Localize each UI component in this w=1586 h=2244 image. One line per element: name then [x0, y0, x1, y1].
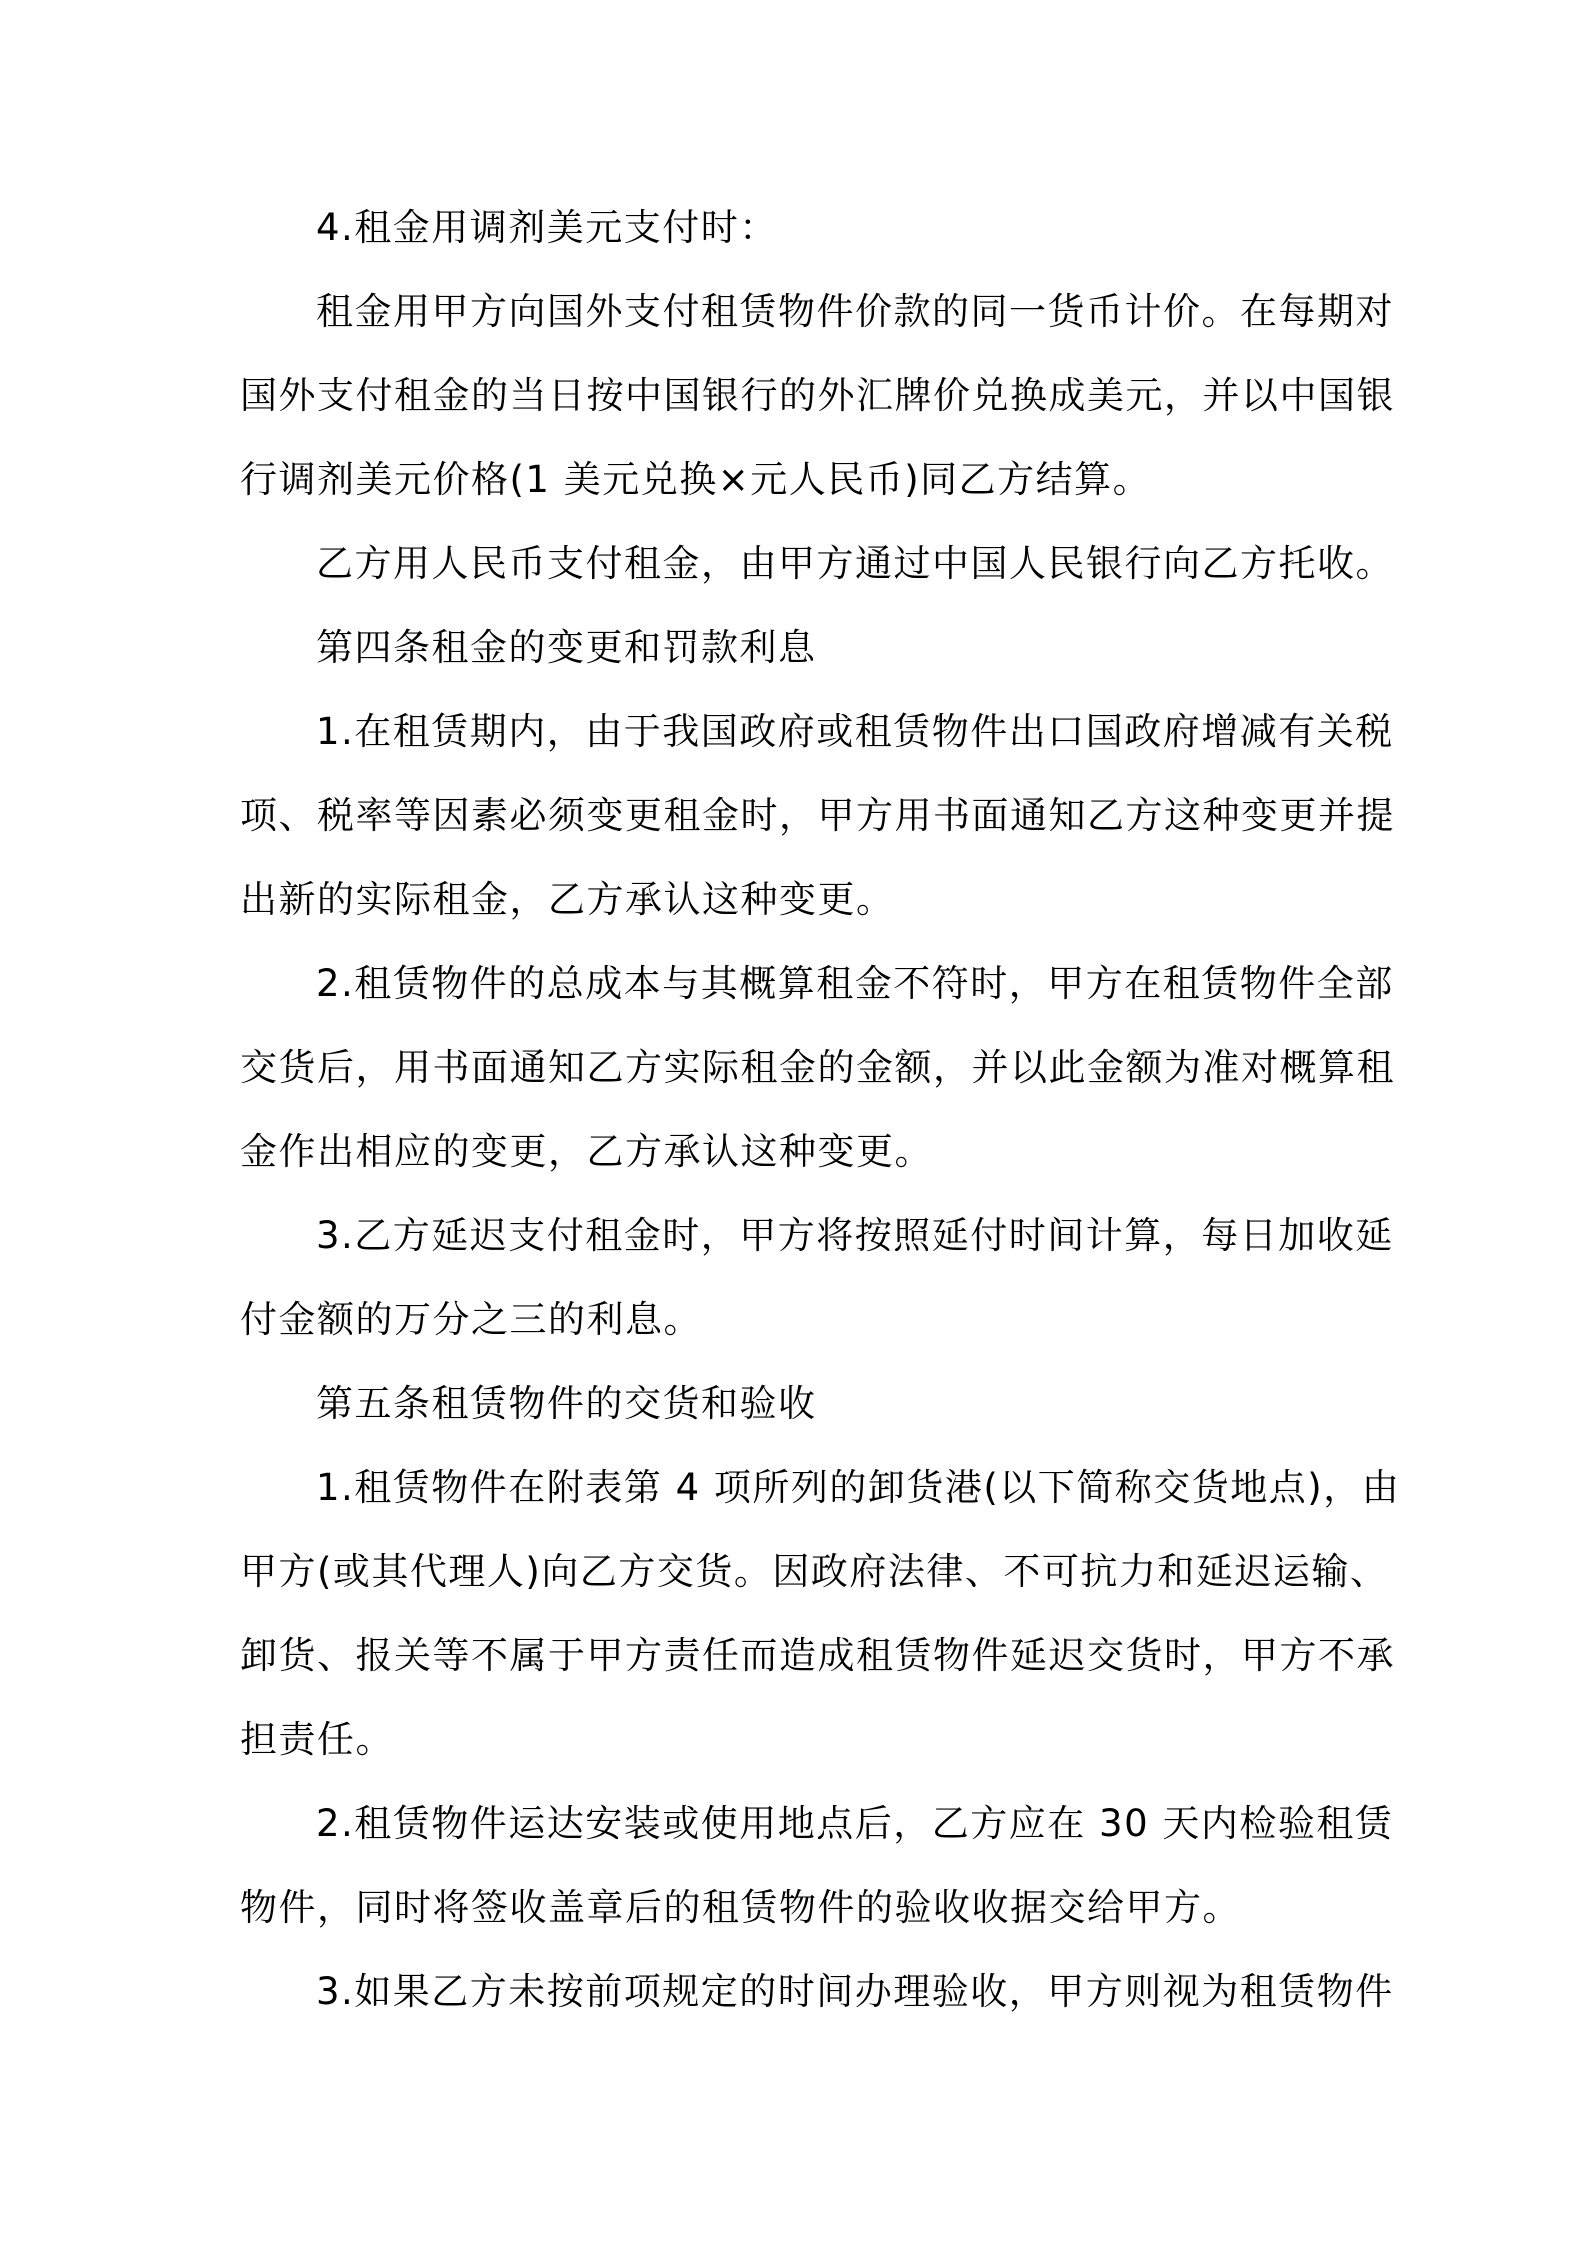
clause-text-line: 交货后，用书面通知乙方实际租金的金额，并以此金额为准对概算租 [240, 1046, 1395, 1089]
clause-text-line: 4.租金用调剂美元支付时： [316, 206, 778, 249]
section-heading: 第四条租金的变更和罚款利息 [316, 626, 817, 669]
clause-text-line: 3.乙方延迟支付租金时，甲方将按照延付时间计算，每日加收延 [316, 1214, 1394, 1257]
section-heading: 第五条租赁物件的交货和验收 [316, 1382, 817, 1425]
clause-text-line: 出新的实际租金，乙方承认这种变更。 [240, 878, 895, 921]
clause-text-line: 卸货、报关等不属于甲方责任而造成租赁物件延迟交货时，甲方不承 [240, 1634, 1395, 1677]
clause-text-line: 租金用甲方向国外支付租赁物件价款的同一货币计价。在每期对 [316, 290, 1394, 333]
clause-text-line: 金作出相应的变更，乙方承认这种变更。 [240, 1130, 933, 1173]
clause-text-line: 2.租赁物件的总成本与其概算租金不符时，甲方在租赁物件全部 [316, 962, 1394, 1005]
clause-text-line: 2.租赁物件运达安装或使用地点后，乙方应在 30 天内检验租赁 [316, 1802, 1394, 1845]
clause-text-line: 乙方用人民币支付租金，由甲方通过中国人民银行向乙方托收。 [316, 542, 1394, 585]
clause-text-line: 甲方(或其代理人)向乙方交货。因政府法律、不可抗力和延迟运输、 [240, 1550, 1389, 1593]
clause-text-line: 1.租赁物件在附表第 4 项所列的卸货港(以下简称交货地点)，由 [316, 1466, 1401, 1509]
clause-text-line: 1.在租赁期内，由于我国政府或租赁物件出口国政府增减有关税 [316, 710, 1394, 753]
clause-text-line: 付金额的万分之三的利息。 [240, 1298, 702, 1341]
clause-text-line: 担责任。 [240, 1718, 394, 1761]
clause-text-line: 物件，同时将签收盖章后的租赁物件的验收收据交给甲方。 [240, 1886, 1241, 1929]
clause-text-line: 项、税率等因素必须变更租金时，甲方用书面通知乙方这种变更并提 [240, 794, 1395, 837]
clause-text-line: 国外支付租金的当日按中国银行的外汇牌价兑换成美元，并以中国银 [240, 374, 1395, 417]
clause-text-line: 行调剂美元价格(1 美元兑换×元人民币)同乙方结算。 [240, 458, 1152, 501]
clause-text-line: 3.如果乙方未按前项规定的时间办理验收，甲方则视为租赁物件 [316, 1970, 1394, 2013]
